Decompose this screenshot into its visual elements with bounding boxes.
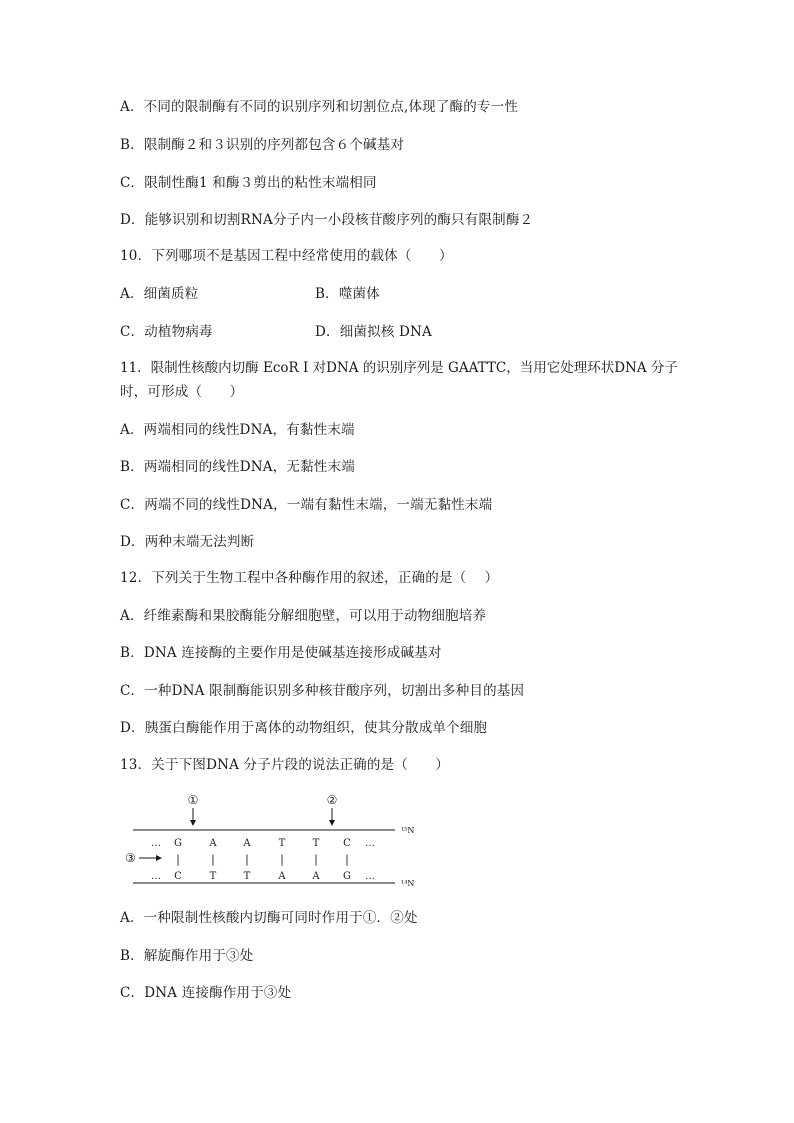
bottom-base: C bbox=[174, 871, 182, 882]
top-base: G bbox=[174, 838, 182, 849]
q11-option-b: B．两端相同的线性DNA，无黏性末端 bbox=[120, 459, 355, 475]
arrow-2-head bbox=[329, 820, 335, 826]
top-strand-label: ¹⁵N bbox=[401, 826, 415, 835]
q13-stem: 13．关于下图DNA 分子片段的说法正确的是（ ） bbox=[120, 757, 450, 773]
q12-option-c: C．一种DNA 限制酶能识别多种核苷酸序列，切割出多种目的基因 bbox=[120, 683, 525, 699]
base-pair-bond: | bbox=[176, 853, 180, 866]
base-pair-bond: | bbox=[280, 853, 284, 866]
top-base: C bbox=[343, 838, 351, 849]
arrow-1-head bbox=[190, 820, 196, 826]
q10-option-d: D．细菌拟核 DNA bbox=[315, 324, 433, 340]
q12-stem: 12．下列关于生物工程中各种酶作用的叙述，正确的是（ ） bbox=[120, 570, 499, 586]
q13-option-a: A．一种限制性核酸内切酶可同时作用于①．②处 bbox=[120, 910, 418, 926]
q11-option-c: C．两端不同的线性DNA，一端有黏性末端，一端无黏性末端 bbox=[120, 497, 493, 513]
top-strand-bases bbox=[151, 838, 375, 849]
bottom-base: … bbox=[365, 871, 375, 882]
q12-option-a: A．纤维素酶和果胶酶能分解细胞壁，可以用于动物细胞培养 bbox=[120, 608, 487, 624]
q13-option-c: C．DNA 连接酶作用于③处 bbox=[120, 985, 292, 1001]
bottom-base: A bbox=[278, 871, 286, 882]
bottom-base: T bbox=[209, 871, 217, 882]
top-base: … bbox=[365, 838, 375, 849]
bottom-base: T bbox=[243, 871, 251, 882]
marker-3: ③ bbox=[125, 851, 136, 865]
q10-stem: 10．下列哪项不是基因工程中经常使用的载体（ ） bbox=[120, 248, 453, 264]
q11-stem-line1: 11．限制性核酸内切酶 EcoR I 对DNA 的识别序列是 GAATTC，当用它处理环状DNA 分子 bbox=[120, 360, 678, 376]
q10-option-c: C．动植物病毒 bbox=[120, 324, 213, 340]
q9-option-d: D．能够识别和切割RNA分子内一小段核苷酸序列的酶只有限制酶２ bbox=[120, 212, 534, 228]
q11-stem-line2: 时，可形成（ ） bbox=[120, 384, 244, 400]
q9-option-c: C．限制性酶1 和酶３剪出的粘性末端相同 bbox=[120, 175, 377, 191]
base-pair-bond: | bbox=[314, 853, 318, 866]
top-base: T bbox=[278, 838, 286, 849]
q13-option-b: B．解旋酶作用于③处 bbox=[120, 948, 254, 964]
arrow-3-head bbox=[156, 855, 162, 861]
q9-option-a: A．不同的限制酶有不同的识别序列和切割位点,体现了酶的专一性 bbox=[120, 99, 519, 115]
bottom-base: G bbox=[343, 871, 351, 882]
top-base: T bbox=[312, 838, 320, 849]
marker-2: ② bbox=[326, 793, 338, 807]
top-base: … bbox=[151, 838, 161, 849]
q11-option-d: D．两种末端无法判断 bbox=[120, 534, 255, 550]
top-base: A bbox=[209, 838, 217, 849]
q12-option-b: B．DNA 连接酶的主要作用是使碱基连接形成碱基对 bbox=[120, 645, 442, 661]
marker-1: ① bbox=[187, 793, 199, 807]
hydrogen-bonds bbox=[176, 853, 349, 867]
q11-option-a: A．两端相同的线性DNA，有黏性末端 bbox=[120, 422, 355, 438]
q10-option-b: B．噬菌体 bbox=[315, 286, 380, 302]
bottom-base: A bbox=[312, 871, 320, 882]
q10-option-a: A．细菌质粒 bbox=[120, 286, 199, 302]
base-pair-bond: | bbox=[211, 853, 215, 866]
dna-fragment-diagram bbox=[125, 790, 425, 890]
base-pair-bond: | bbox=[245, 853, 249, 866]
q9-option-b: B．限制酶２和３识别的序列都包含６个碱基对 bbox=[120, 137, 405, 153]
q12-option-d: D．胰蛋白酶能作用于离体的动物组织，使其分散成单个细胞 bbox=[120, 720, 488, 736]
bottom-strand-bases bbox=[151, 871, 375, 882]
top-base: A bbox=[243, 838, 251, 849]
base-pair-bond: | bbox=[345, 853, 349, 866]
bottom-strand-label: ¹⁴N bbox=[401, 879, 415, 888]
bottom-base: … bbox=[151, 871, 161, 882]
